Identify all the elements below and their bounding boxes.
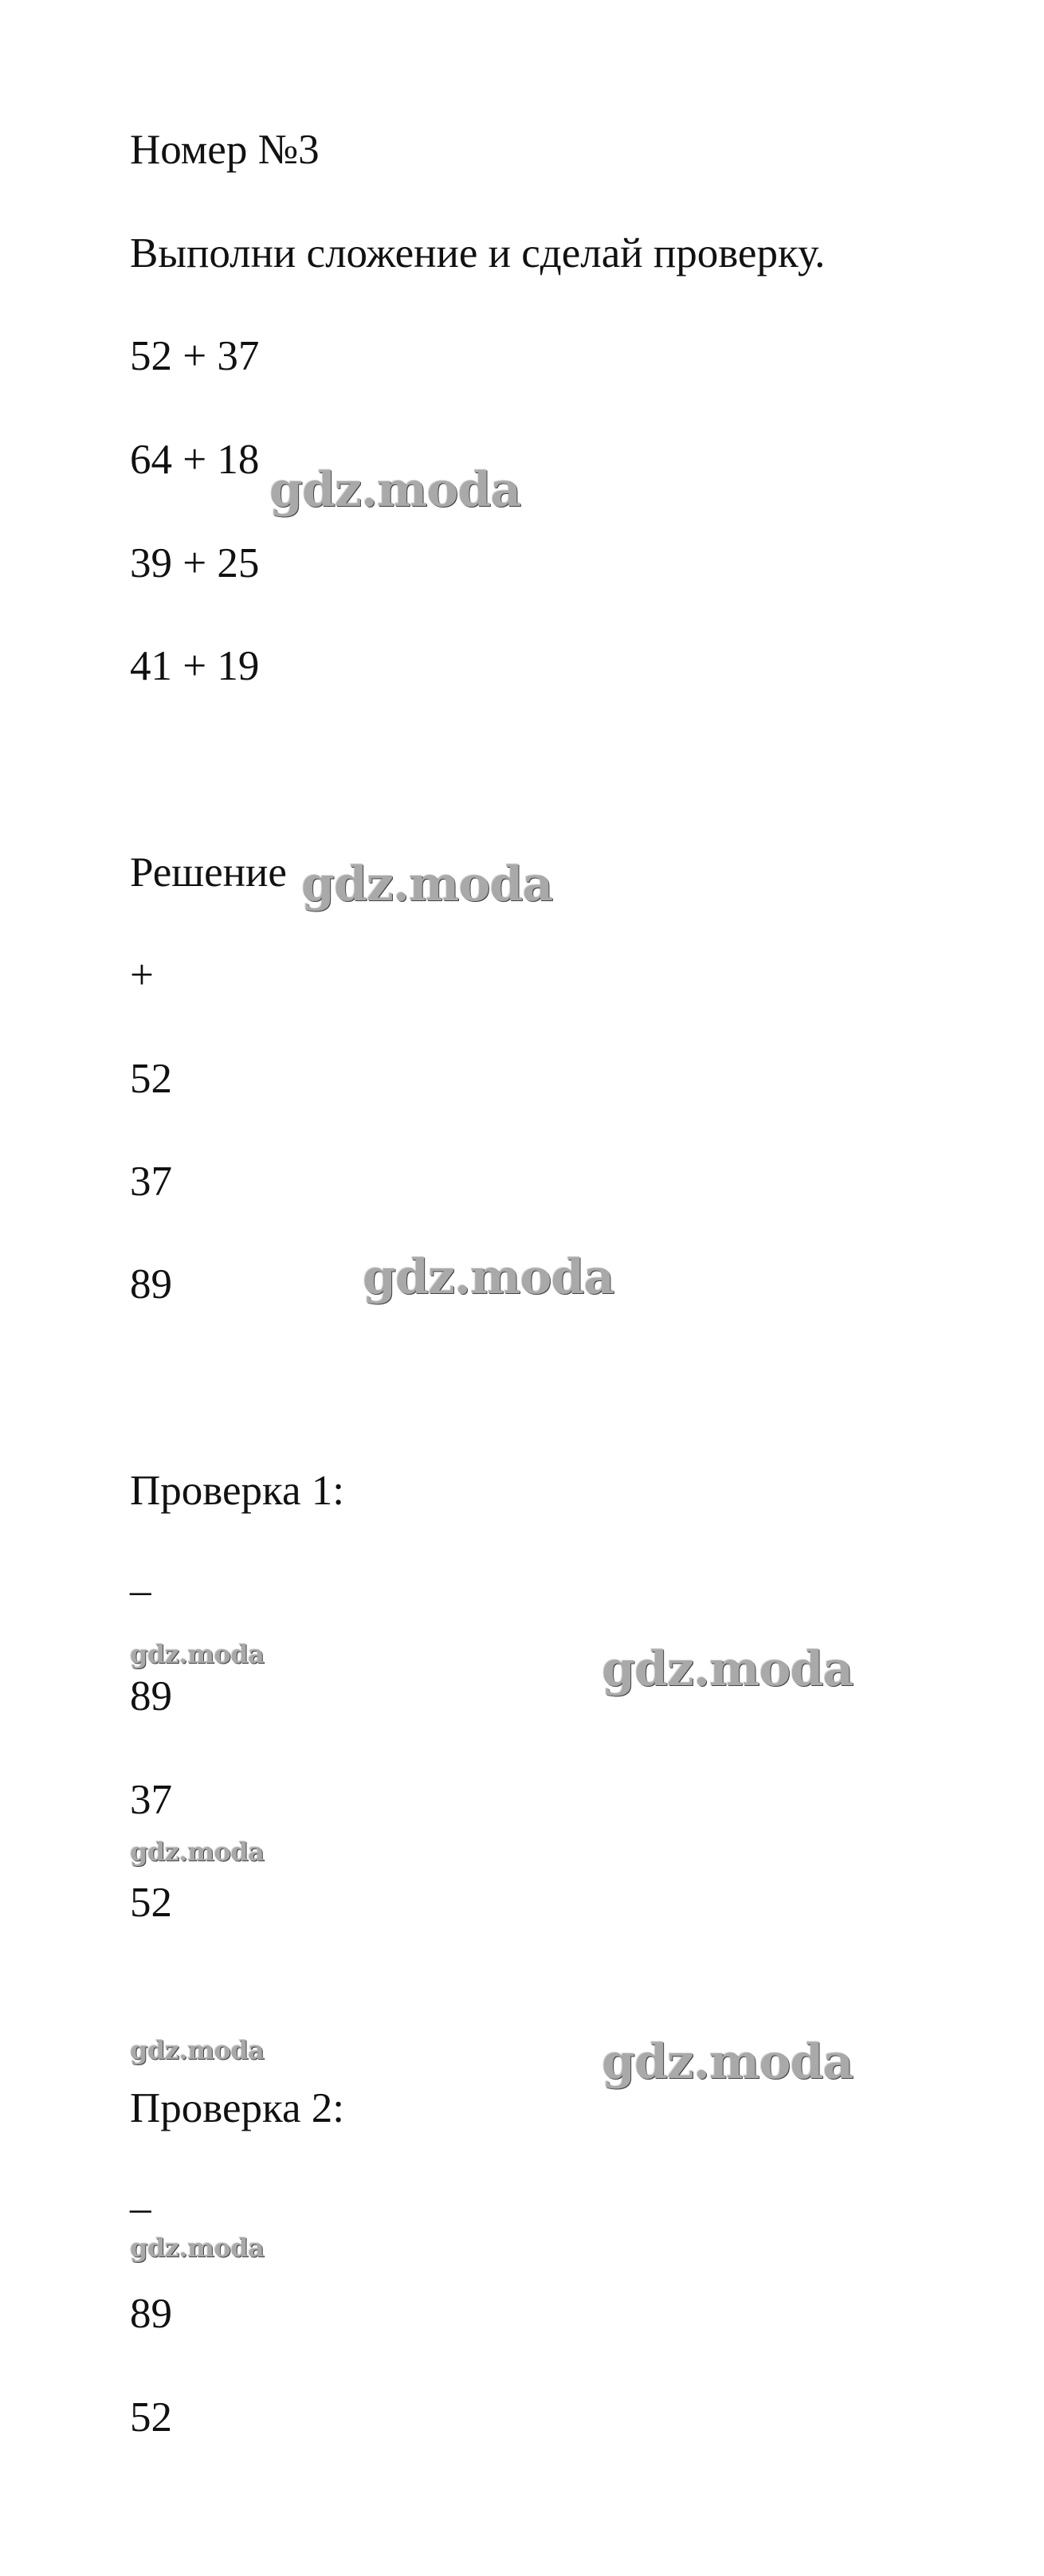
check-2-operand-2: 52: [130, 2394, 172, 2441]
expression-1: 52 + 37: [130, 333, 260, 379]
check-2-operand-1: 89: [130, 2291, 172, 2337]
check-1-operand-1: 89: [130, 1673, 172, 1719]
solution-sign: +: [130, 952, 154, 998]
watermark-logo: gdz.moda: [602, 2034, 854, 2090]
watermark-logo: gdz.moda: [269, 462, 521, 518]
watermark-logo-small: gdz.moda: [130, 1837, 265, 1867]
solution-heading: Решение: [130, 849, 287, 896]
watermark-logo: gdz.moda: [602, 1641, 854, 1697]
solution-operand-1: 52: [130, 1056, 172, 1102]
expression-3: 39 + 25: [130, 540, 260, 586]
watermark-logo: gdz.moda: [363, 1249, 614, 1305]
check-2-heading: Проверка 2:: [130, 2085, 344, 2131]
check-1-result: 52: [130, 1880, 172, 1926]
task-text: Выполни сложение и сделай проверку.: [130, 230, 826, 276]
solution-result: 89: [130, 1261, 172, 1308]
expression-4: 41 + 19: [130, 643, 260, 689]
watermark-logo-small: gdz.moda: [130, 2035, 265, 2065]
watermark-logo: gdz.moda: [301, 857, 553, 912]
watermark-logo-small: gdz.moda: [130, 1639, 265, 1669]
check-1-operand-2: 37: [130, 1777, 172, 1823]
check-1-heading: Проверка 1:: [130, 1468, 344, 1514]
problem-title: Номер №3: [130, 127, 320, 173]
check-2-sign: –: [130, 2185, 151, 2231]
solution-operand-2: 37: [130, 1159, 172, 1205]
expression-2: 64 + 18: [130, 437, 260, 483]
watermark-logo-small: gdz.moda: [130, 2233, 265, 2263]
check-1-sign: –: [130, 1567, 151, 1613]
